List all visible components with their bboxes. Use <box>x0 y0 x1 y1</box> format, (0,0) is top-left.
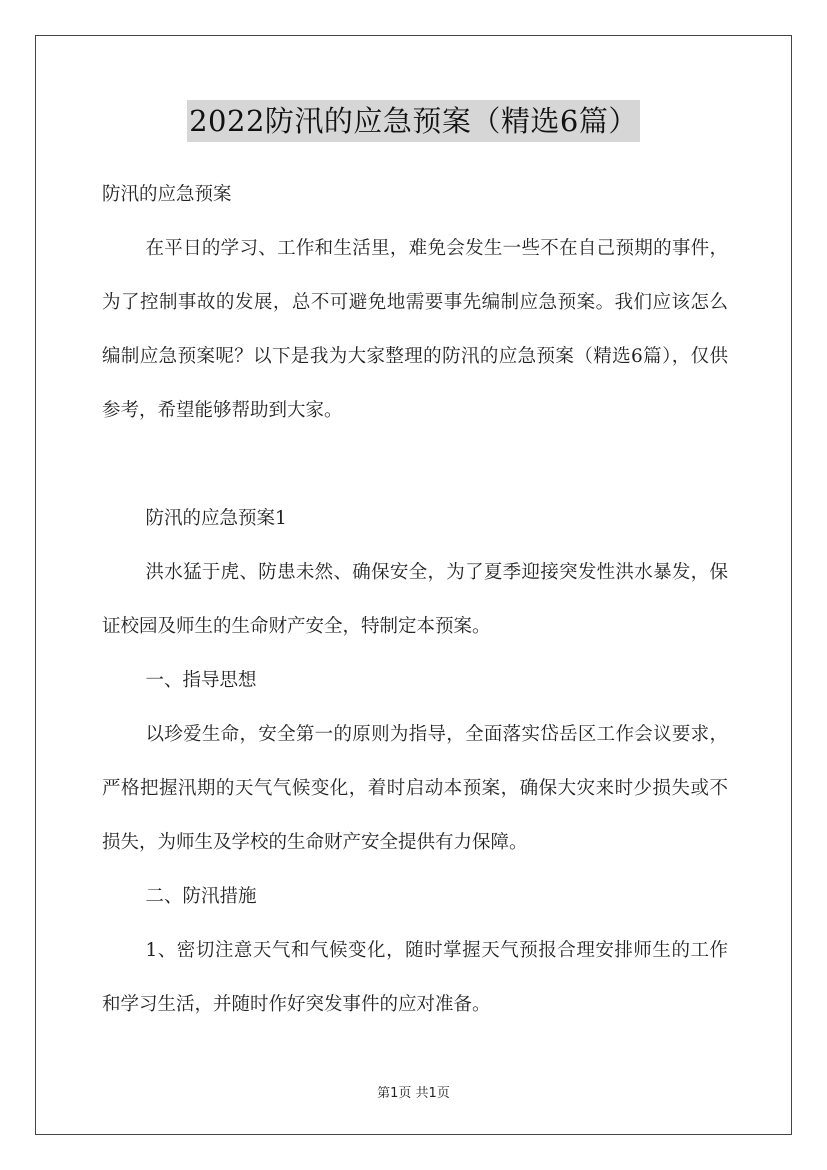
paragraph-flood-measures: 1、密切注意天气和气候变化，随时掌握天气预报合理安排师生的工作和学习生活，并随时作好突发事件的应对准备。 <box>102 940 728 1015</box>
document-subtitle: 防汛的应急预案 <box>102 184 232 205</box>
paragraph-guiding-ideology: 以珍爱生命，安全第一的原则为指导，全面落实岱岳区工作会议要求，严格把握汛期的天气气候变化，着时启动本预案，确保大灾来时少损失或不损失，为师生及学校的生命财产安全提供有力保障。 <box>102 724 728 853</box>
section-heading: 防汛的应急预案1 <box>145 508 287 529</box>
heading-guiding-ideology: 一、指导思想 <box>145 670 257 691</box>
intro-paragraph: 在平日的学习、工作和生活里，难免会发生一些不在自己预期的事件，为了控制事故的发展，总不可避免地需要事先编制应急预案。我们应该怎么编制应急预案呢？以下是我为大家整理的防汛的应急预案（精选6篇），仅供参考，希望能够帮助到大家。 <box>102 238 728 421</box>
document-title: 2022防汛的应急预案（精选6篇） <box>187 100 640 142</box>
heading-flood-measures: 二、防汛措施 <box>145 886 257 907</box>
section-spacer <box>102 438 728 492</box>
document-body <box>102 168 728 1032</box>
section-intro-paragraph: 洪水猛于虎、防患未然、确保安全，为了夏季迎接突发性洪水暴发，保证校园及师生的生命财产安全，特制定本预案。 <box>102 562 728 637</box>
page-footer: 第1页 共1页 <box>377 1086 450 1101</box>
title-container <box>0 100 827 142</box>
